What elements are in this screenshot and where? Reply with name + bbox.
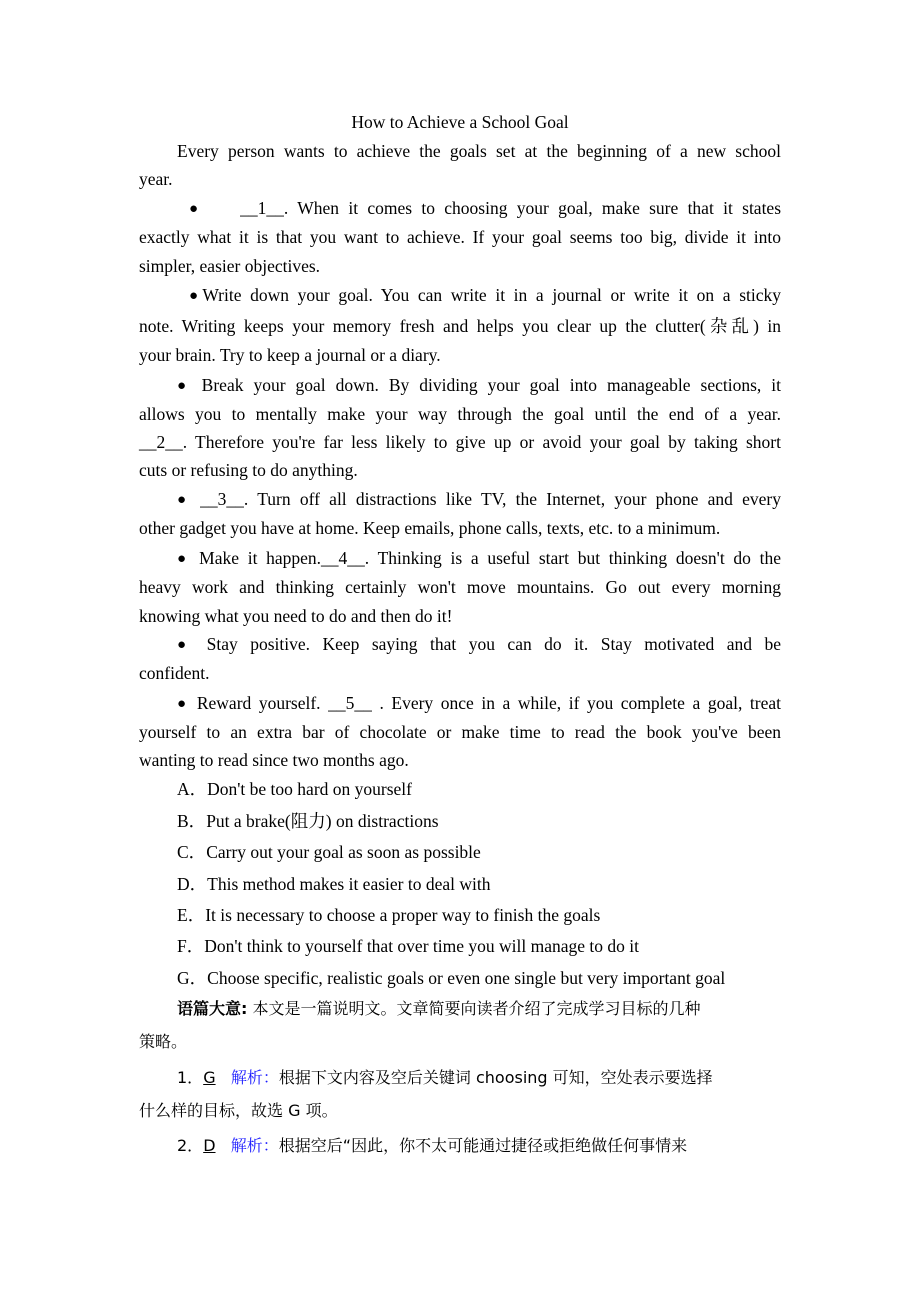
answer-1-letter: G xyxy=(203,1068,216,1087)
bullet-icon: ● xyxy=(177,551,191,567)
option-c: C．Carry out your goal as soon as possible xyxy=(177,842,481,862)
answer-2-letter: D xyxy=(203,1136,216,1155)
paragraph-2-line-3: your brain. Try to keep a journal or a diary. xyxy=(139,345,441,365)
bullet-icon: ● xyxy=(177,696,190,712)
paragraph-4-line-1: ● __3__. Turn off all distractions like TV, the Internet, your phone and every xyxy=(177,489,781,509)
paragraph-2-line-1: ●Write down your goal. You can write it in a journal or write it on a sticky xyxy=(189,285,782,305)
bullet-icon: ● xyxy=(177,637,195,653)
intro-line-2: year. xyxy=(139,169,173,189)
paragraph-1-line-2: exactly what it is that you want to achieve. If your goal seems too big, divide it into xyxy=(139,227,781,247)
paragraph-5-line-3: knowing what you need to do and then do it! xyxy=(139,606,453,626)
document-title: How to Achieve a School Goal xyxy=(351,112,569,132)
option-a: A．Don't be too hard on yourself xyxy=(177,779,412,799)
analysis-label: 解析： xyxy=(230,1068,279,1087)
paragraph-3-line-2: allows you to mentally make your way through the goal until the end of a year. xyxy=(139,404,781,424)
option-f: F．Don't think to yourself that over time you will manage to do it xyxy=(177,936,639,956)
paragraph-7-line-2: yourself to an extra bar of chocolate or make time to read the book you've been xyxy=(139,722,781,742)
paragraph-3-line-1: ● Break your goal down. By dividing your goal into manageable sections, it xyxy=(177,375,782,395)
paragraph-6-line-2: confident. xyxy=(139,663,210,683)
answer-1-line-2: 什么样的目标，故选 G 项。 xyxy=(139,1101,338,1120)
paragraph-7-line-1: ● Reward yourself. __5__ . Every once in a while, if you complete a goal, treat xyxy=(177,693,781,713)
bullet-icon: ● xyxy=(177,378,192,394)
summary-label: 语篇大意: xyxy=(177,999,248,1018)
summary-line-1: 语篇大意: 本文是一篇说明文。文章简要向读者介绍了完成学习目标的几种 xyxy=(177,999,701,1018)
option-e: E．It is necessary to choose a proper way to finish the goals xyxy=(177,905,601,925)
answer-1-line-1: 1．G 解析：根据下文内容及空后关键词 choosing 可知，空处表示要选择 xyxy=(177,1068,713,1087)
bullet-icon: ● xyxy=(177,492,191,508)
option-d: D．This method makes it easier to deal with xyxy=(177,874,491,894)
paragraph-2-line-2: note. Writing keeps your memory fresh and helps you clear up the clutter(杂乱) in xyxy=(139,316,781,336)
paragraph-3-line-4: cuts or refusing to do anything. xyxy=(139,460,358,480)
bullet-icon: ● xyxy=(189,288,203,304)
paragraph-5-line-1: ● Make it happen.__4__. Thinking is a useful start but thinking doesn't do the xyxy=(177,548,782,568)
paragraph-5-line-2: heavy work and thinking certainly won't move mountains. Go out every morning xyxy=(139,577,781,597)
paragraph-1-line-3: simpler, easier objectives. xyxy=(139,256,321,276)
bullet-icon: ● xyxy=(189,201,203,217)
paragraph-6-line-1: ● Stay positive. Keep saying that you can do it. Stay motivated and be xyxy=(177,634,781,654)
option-b: B．Put a brake(阻力) on distractions xyxy=(177,811,439,831)
paragraph-3-line-3: __2__. Therefore you're far less likely to give up or avoid your goal by taking short xyxy=(139,432,781,452)
option-g: G．Choose specific, realistic goals or even one single but very important goal xyxy=(177,968,726,988)
paragraph-7-line-3: wanting to read since two months ago. xyxy=(139,750,409,770)
paragraph-4-line-2: other gadget you have at home. Keep emails, phone calls, texts, etc. to a minimum. xyxy=(139,518,721,538)
paragraph-1-line-1: ● __1__. When it comes to choosing your goal, make sure that it states xyxy=(189,198,782,218)
answer-2-line-1: 2．D 解析：根据空后“因此，你不太可能通过捷径或拒绝做任何事情来 xyxy=(177,1136,688,1155)
analysis-label: 解析： xyxy=(230,1136,279,1155)
intro-line-1: Every person wants to achieve the goals set at the beginning of a new school xyxy=(177,141,781,161)
summary-line-2: 策略。 xyxy=(139,1032,188,1051)
